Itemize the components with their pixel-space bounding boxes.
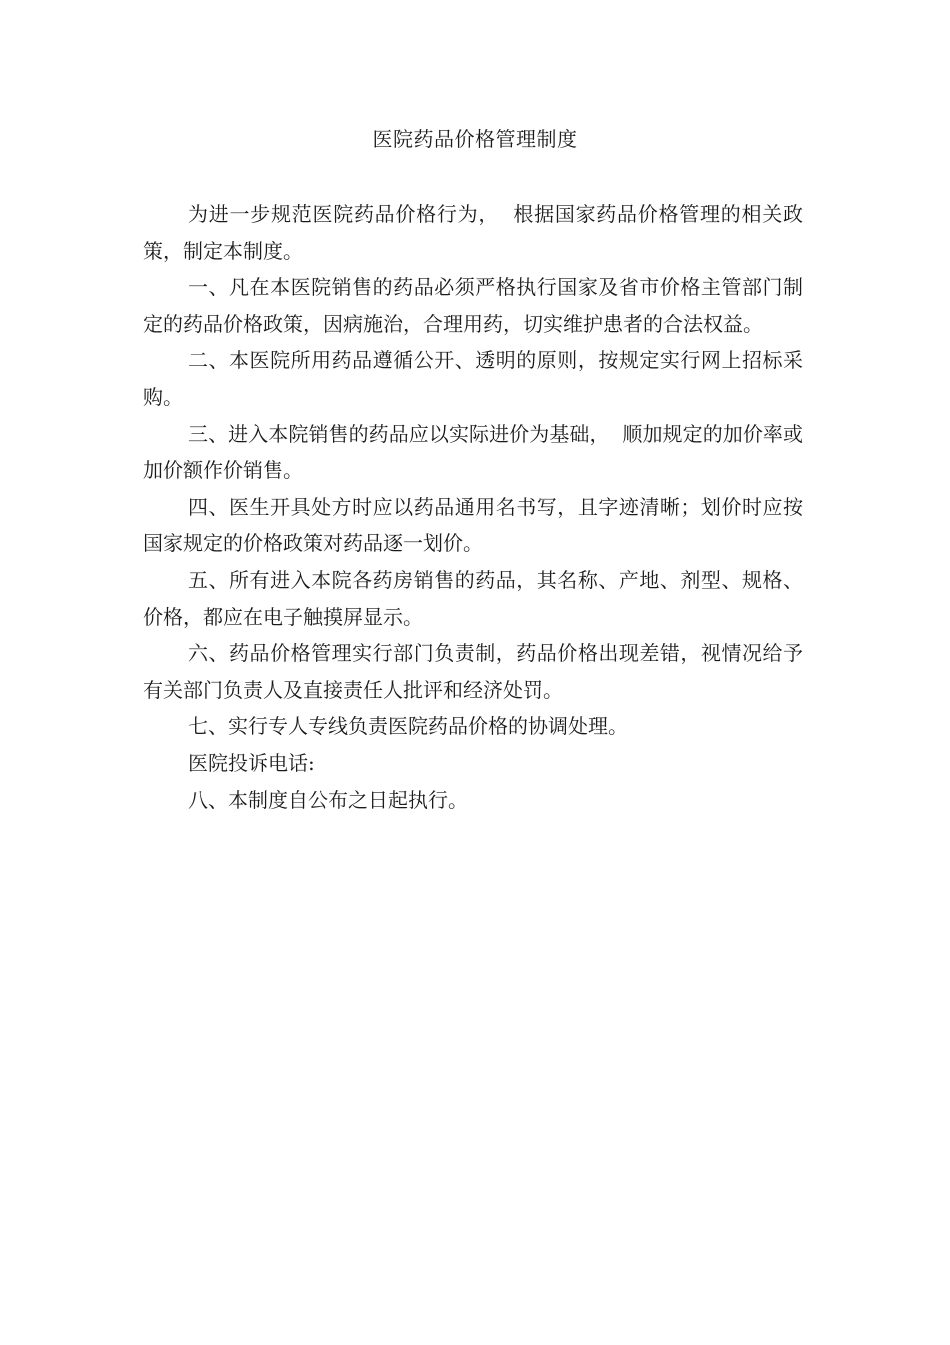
paragraph-intro: 为进一步规范医院药品价格行为， 根据国家药品价格管理的相关政策，制定本制度。	[143, 202, 803, 263]
paragraph-clause-6: 六、药品价格管理实行部门负责制，药品价格出现差错，视情况给予有关部门负责人及直接责任人批评和经济处罚。	[143, 641, 803, 702]
paragraph-clause-2: 二、本医院所用药品遵循公开、透明的原则，按规定实行网上招标采购。	[143, 348, 803, 409]
paragraph-clause-4: 四、医生开具处方时应以药品通用名书写，且字迹清晰；划价时应按国家规定的价格政策对药品逐一划价。	[143, 494, 803, 556]
document-title: 医院药品价格管理制度	[372, 127, 578, 151]
paragraph-clause-5: 五、所有进入本院各药房销售的药品，其名称、产地、剂型、规格、价格，都应在电子触摸屏显示。	[143, 567, 803, 629]
paragraph-clause-7: 七、实行专人专线负责医院药品价格的协调处理。	[188, 714, 628, 739]
paragraph-clause-8: 八、本制度自公布之日起执行。	[188, 787, 468, 812]
paragraph-clause-3: 三、进入本院销售的药品应以实际进价为基础， 顺加规定的加价率或加价额作价销售。	[143, 421, 803, 483]
document-body	[143, 196, 803, 818]
paragraph-clause-1: 一、凡在本医院销售的药品必须严格执行国家及省市价格主管部门制定的药品价格政策，因病施治，合理用药，切实维护患者的合法权益。	[143, 275, 803, 336]
paragraph-complaint-phone: 医院投诉电话:	[188, 750, 315, 775]
